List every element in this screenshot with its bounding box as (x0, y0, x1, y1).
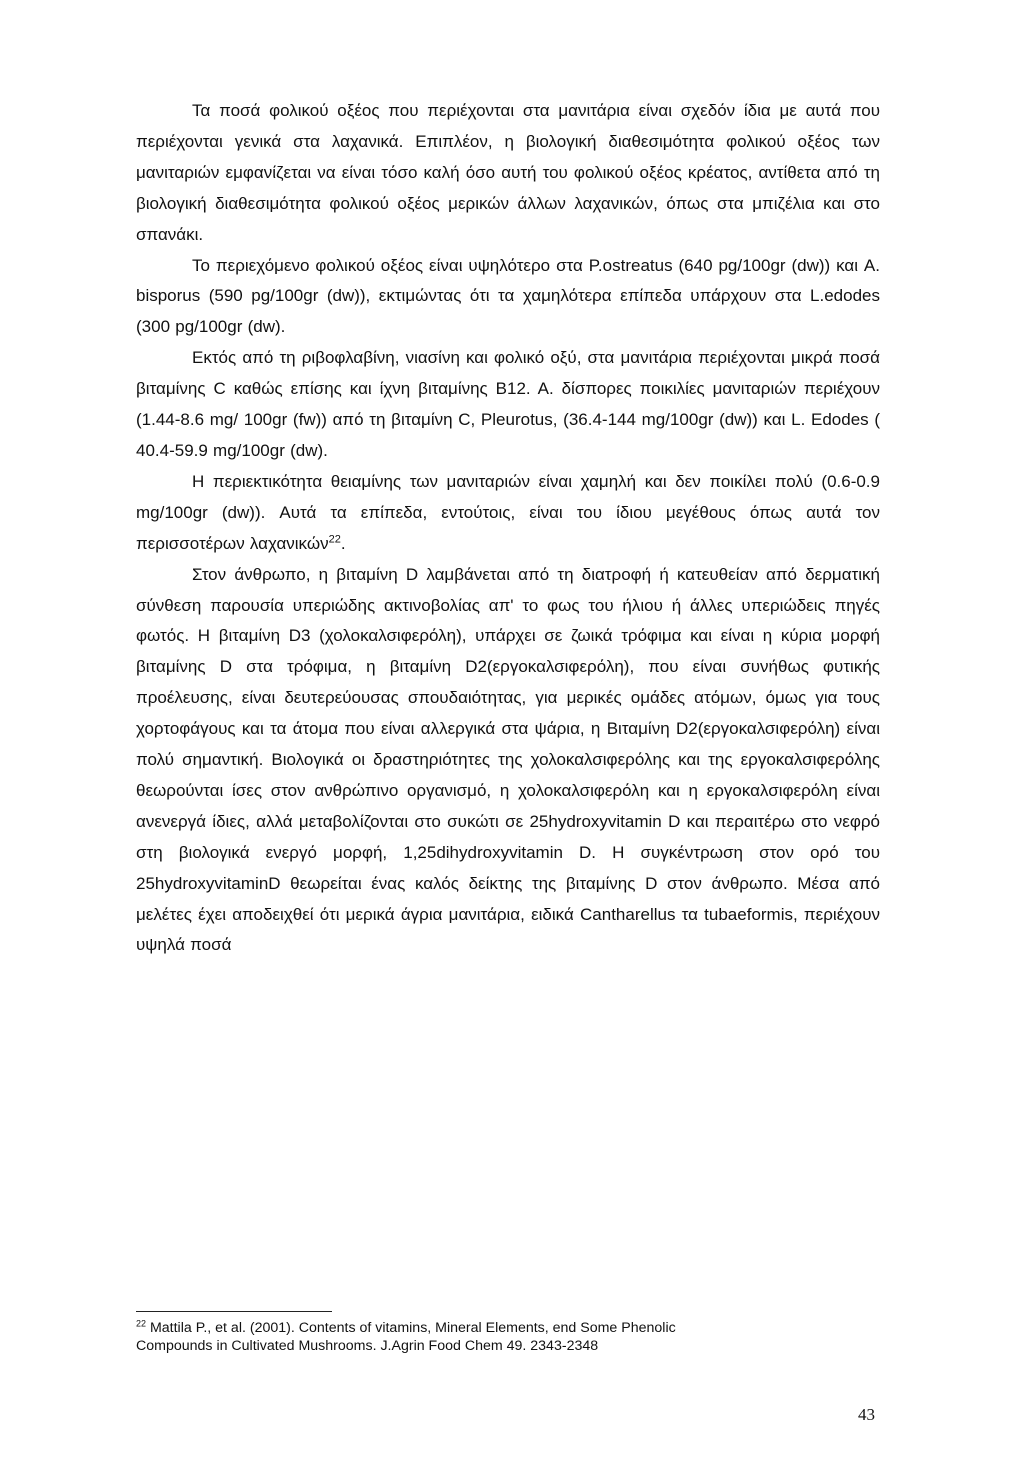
paragraph-vitamin-c: Εκτός από τη ριβοφλαβίνη, νιασίνη και φολικό οξύ, στα μανιτάρια περιέχονται μικρά ποσά βιταμίνης C καθώς επίσης και ίχνη βιταμίνης B12. A. δίσπορες ποικιλίες μανιταριών περιέχουν (1.44-8.6 mg/ 100gr (fw)) από τη βιταμίνη C, Pleurotus, (36.4-144 mg/100gr (dw)) και L. Edodes ( 40.4-59.9 mg/100gr (dw). (136, 348, 880, 460)
footnote (136, 1320, 896, 1355)
footnote-reference: 22 (328, 533, 341, 546)
footnote-divider (136, 1311, 332, 1312)
paragraph-thiamine-text: Η περιεκτικότητα θειαμίνης των μανιταριών είναι χαμηλή και δεν ποικίλει πολύ (0.6-0.9 mg/100gr (dw)). Αυτά τα επίπεδα, εντούτοις, είναι του ίδιου μεγέθους όπως αυτά τον περισσοτέρων λαχανικών (136, 471, 880, 553)
document-body (136, 96, 880, 961)
paragraph-thiamine (136, 467, 880, 560)
footnote-line-2: Compounds in Cultivated Mushrooms. J.Agrin Food Chem 49. 2343-2348 (136, 1337, 599, 1354)
paragraph-vitamin-d: Στον άνθρωπο, η βιταμίνη D λαμβάνεται από τη διατροφή ή κατευθείαν από δερματική σύνθεση παρουσία υπεριώδης ακτινοβολίας απ' το φως του ήλιου ή άλλες υπεριώδεις πηγές φωτός. Η βιταμίνη D3 (χολοκαλσιφερόλη), υπάρχει σε ζωικά τρόφιμα και είναι η κύρια μορφή βιταμίνης D στα τρόφιμα, η βιταμίνη D2(εργοκαλσιφερόλη), που είναι συνήθως φυτικής προέλευσης, είναι δευτερεύουσας σπουδαιότητας, για μερικές ομάδες ατόμων, όμως για τους χορτοφάγους και τα άτομα που είναι αλλεργικά στα ψάρια, η Βιταμίνη D2(εργοκαλσιφερόλη) είναι πολύ σημαντική. Βιολογικά οι δραστηριότητες της χολοκαλσιφερόλης και της εργοκαλσιφερόλης θεωρούνται ίσες στον ανθρώπινο οργανισμό, η χολοκαλσιφερόλη και η εργοκαλσιφερόλη είναι ανενεργά ίδιες, αλλά μεταβολίζονται στο συκώτι σε 25hydroxyvitamin D και περαιτέρω στο νεφρό στη βιολογικά ενεργό μορφή, 1,25dihydroxyvitamin D. Η συγκέντρωση στον ορό του 25hydroxyvitaminD θεωρείται ένας καλός δείκτης της βιταμίνης D στον άνθρωπο. Μέσα από μελέτες έχει αποδειχθεί ότι μερικά άγρια μανιτάρια, ειδικά Cantharellus τα tubaeformis, περιέχουν υψηλά ποσά (136, 564, 880, 955)
page-number: 43 (858, 1405, 875, 1424)
footnote-marker: 22 (136, 1318, 147, 1329)
paragraph-thiamine-period: . (340, 533, 346, 553)
footnote-line-1: Mattila P., et al. (2001). Contents of vitamins, Mineral Elements, end Some Phenolic (149, 1320, 676, 1336)
paragraph-folic-content: Το περιεχόμενο φολικού οξέος είναι υψηλότερο στα P.ostreatus (640 pg/100gr (dw)) και A. bisporus (590 pg/100gr (dw)), εκτιμώντας ότι τα χαμηλότερα επίπεδα υπάρχουν στα L.edodes (300 pg/100gr (dw). (136, 255, 880, 337)
paragraph-folic-acid: Τα ποσά φολικού οξέος που περιέχονται στα μανιτάρια είναι σχεδόν ίδια με αυτά που περιέχονται γενικά στα λαχανικά. Επιπλέον, η βιολογική διαθεσιμότητα φολικού οξέος των μανιταριών εμφανίζεται να είναι τόσο καλή όσο αυτή του φολικού οξέος κρέατος, αντίθετα από τη βιολογική διαθεσιμότητα φολικού οξέος μερικών άλλων λαχανικών, όπως στα μπιζέλια και στο σπανάκι. (136, 101, 880, 244)
